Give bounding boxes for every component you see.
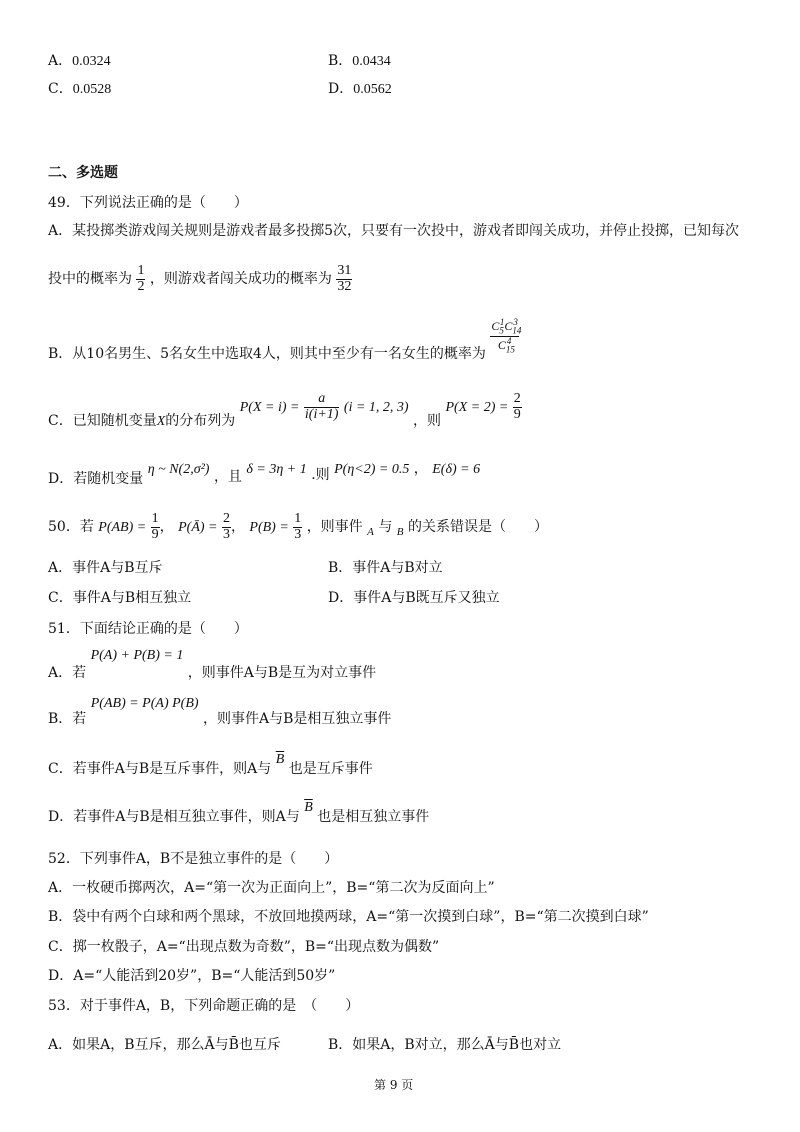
q48-option-d: D．0.0562 bbox=[328, 81, 392, 97]
q49-c-result-fraction: $\frac{2}{9}$ bbox=[513, 391, 521, 422]
q50-stem: 50．若 P(AB) = $\frac{1}{9}$ ， P(Ā) = $\frac{2}{3}$ ， P(B) = $\frac{1}{3}$ ，则事件 $_A$ 与 $_B$ 的关系错误是（ ） bbox=[48, 511, 548, 542]
section-title: 二、多选题 bbox=[48, 165, 118, 181]
q52-option-a: A．一枚硬币掷两次，A=“第一次为正面向上”，B=“第二次为反面向上” bbox=[48, 880, 495, 896]
q52-option-c: C．掷一枚骰子，A=“出现点数为奇数”，B=“出现点数为偶数” bbox=[48, 939, 440, 955]
q50-option-c: C．事件A与B相互独立 bbox=[48, 590, 192, 606]
q49-c-distribution-fraction: $\frac{a}{i(i+1)}$ bbox=[304, 391, 339, 422]
q51-option-a: A．若 P(A) + P(B) = 1 ，则事件A与B是互为对立事件 bbox=[48, 648, 377, 681]
q49-b-combination-fraction: $\frac{C_5^1C_{14}^3}{C_{15}^4}$ bbox=[491, 317, 522, 355]
q51-stem: 51．下面结论正确的是（ ） bbox=[48, 621, 248, 637]
q49-option-a-line1: A．某投掷类游戏闯关规则是游戏者最多投掷5次，只要有一次投中，游戏者即闯关成功，并停止投掷，已知每次 bbox=[48, 223, 740, 239]
q51-option-d: D．若事件A与B是相互独立事件，则A与 $\overline{B}$ 也是相互独立事件 bbox=[48, 800, 430, 825]
q48-option-a: A．0.0324 bbox=[48, 53, 111, 69]
q53-stem: 53．对于事件A，B，下列命题正确的是 （ ） bbox=[48, 998, 360, 1014]
q50-p2-fraction: $\frac{2}{3}$ bbox=[222, 511, 230, 542]
q53-option-a: A．如果A，B互斥，那么Ā与B̄也互斥 bbox=[48, 1037, 281, 1053]
q52-stem: 52．下列事件A，B不是独立事件的是（ ） bbox=[48, 851, 339, 867]
q49-option-b: B．从10名男生、5名女生中选取4人，则其中至少有一名女生的概率为 $\frac{C_5^1C_{14}^3}{C_{15}^4}$ bbox=[48, 317, 522, 363]
q49-option-a-line2: 投中的概率为 $\frac{1}{2}$ ，则游戏者闯关成功的概率为 $\frac{31}{32}$ bbox=[48, 263, 352, 294]
page-number: 第 9 页 bbox=[374, 1078, 414, 1092]
q53-option-b: B．如果A，B对立，那么Ā与B̄也对立 bbox=[328, 1037, 562, 1053]
b-complement: $\overline{B}$ bbox=[304, 800, 313, 815]
q50-p3-fraction: $\frac{1}{3}$ bbox=[294, 511, 302, 542]
q51-option-b: B．若 P(AB) = P(A) P(B) ，则事件A与B是相互独立事件 bbox=[48, 696, 392, 727]
q50-option-b: B．事件A与B对立 bbox=[328, 560, 443, 576]
q48-option-c: C．0.0528 bbox=[48, 81, 112, 97]
q50-option-d: D．事件A与B既互斥又独立 bbox=[328, 590, 500, 606]
q49-a-prob-fraction: $\frac{1}{2}$ bbox=[137, 263, 145, 294]
q52-option-d: D．A=“人能活到20岁”，B=“人能活到50岁” bbox=[48, 968, 336, 984]
q49-stem: 49．下列说法正确的是（ ） bbox=[48, 195, 248, 211]
q49-a-answer-fraction: $\frac{31}{32}$ bbox=[337, 263, 352, 294]
q52-option-b: B．袋中有两个白球和两个黑球，不放回地摸两球，A=“第一次摸到白球”，B=“第二次摸到白球” bbox=[48, 909, 649, 925]
q48-option-b: B．0.0434 bbox=[328, 53, 391, 69]
q51-option-c: C．若事件A与B是互斥事件，则A与 $\overline{B}$ 也是互斥事件 bbox=[48, 752, 373, 777]
q49-option-d: D．若随机变量 η ~ N(2,σ²) ，且 δ = 3η + 1 .则 P(η<2) = 0.5 ， E(δ) = 6 bbox=[48, 461, 481, 487]
q49-option-c: C．已知随机变量X的分布列为 P(X = i) = $\frac{a}{i(i+1)}$ (i = 1, 2, 3) ，则 P(X = 2) = $\frac{2}{9}$ bbox=[48, 391, 521, 430]
q50-p1-fraction: $\frac{1}{9}$ bbox=[151, 511, 159, 542]
b-complement: $\overline{B}$ bbox=[275, 752, 285, 767]
q50-option-a: A．事件A与B互斥 bbox=[48, 560, 163, 576]
